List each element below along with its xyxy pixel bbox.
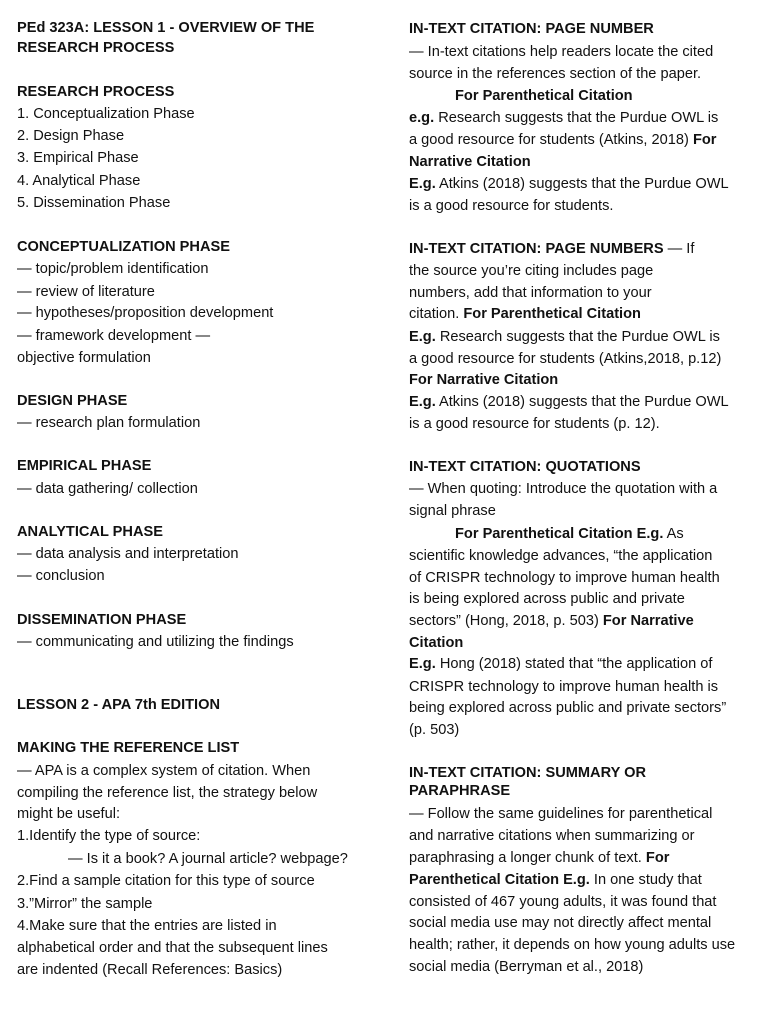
body-line: health; rather, it depends on how young adults use	[409, 937, 736, 953]
example-text: As	[663, 526, 684, 542]
example-text: In one study that	[589, 872, 702, 888]
example-line	[409, 656, 712, 672]
body-line	[455, 526, 684, 542]
page-numbers-heading: IN-TEXT CITATION: PAGE NUMBERS	[409, 241, 664, 257]
body-line: social media (Berryman et al., 2018)	[409, 959, 644, 975]
conceptualization-item: — review of literature	[17, 284, 155, 300]
example-line: being explored across public and private sectors”	[409, 700, 727, 716]
summary-heading-line2: PARAPHRASE	[409, 783, 511, 799]
body-line: social media use may not directly affect mental	[409, 915, 712, 931]
body-line: is being explored across public and private	[409, 591, 685, 607]
narrative-label-start: For Narrative	[602, 613, 694, 629]
example-line	[409, 110, 718, 126]
conceptualization-item: — framework development —	[17, 328, 211, 344]
example-text: sectors” (Hong, 2018, p. 503)	[409, 613, 603, 629]
example-text: a good resource for students (Atkins, 2018)	[409, 132, 693, 148]
reference-list-line: are indented (Recall References: Basics)	[17, 962, 283, 978]
page-number-heading: IN-TEXT CITATION: PAGE NUMBER	[409, 21, 654, 37]
eg-label: e.g.	[409, 110, 435, 126]
eg-label: E.g.	[409, 394, 436, 410]
body-line: numbers, add that information to your	[409, 285, 652, 301]
example-text: Research suggests that the Purdue OWL is	[435, 329, 720, 345]
reference-list-line: compiling the reference list, the strategy below	[17, 785, 318, 801]
lesson1-title-line1: PEd 323A: LESSON 1 - OVERVIEW OF THE	[17, 20, 315, 36]
phase-list-item: 3. Empirical Phase	[17, 150, 139, 166]
example-text: Research suggests that the Purdue OWL is	[434, 110, 719, 126]
example-line	[409, 394, 729, 410]
lesson2-heading: LESSON 2 - APA 7th EDITION	[17, 697, 220, 713]
eg-label: E.g.	[409, 176, 436, 192]
quotations-heading: IN-TEXT CITATION: QUOTATIONS	[409, 459, 641, 475]
body-line	[409, 306, 641, 322]
reference-list-line: 2.Find a sample citation for this type of source	[17, 873, 315, 889]
empirical-heading: EMPIRICAL PHASE	[17, 458, 152, 474]
parenthetical-label-start: For	[645, 850, 670, 866]
reference-list-line: alphabetical order and that the subsequent lines	[17, 940, 328, 956]
example-text: Atkins (2018) suggests that the Purdue OWL	[435, 394, 729, 410]
example-line	[409, 176, 729, 192]
analytical-item: — data analysis and interpretation	[17, 546, 239, 562]
body-line: and narrative citations when summarizing or	[409, 828, 695, 844]
body-line: signal phrase	[409, 503, 496, 519]
eg-label: E.g.	[409, 656, 436, 672]
dissemination-item: — communicating and utilizing the findings	[17, 634, 294, 650]
citation-text: citation.	[409, 306, 464, 322]
example-line	[409, 132, 716, 148]
analytical-heading: ANALYTICAL PHASE	[17, 524, 163, 540]
example-line: a good resource for students (Atkins,2018, p.12)	[409, 351, 722, 367]
parenthetical-label: For Parenthetical Citation	[455, 88, 633, 104]
heading-tail: — If	[663, 241, 695, 257]
design-heading: DESIGN PHASE	[17, 393, 128, 409]
phase-list-item: 1. Conceptualization Phase	[17, 106, 195, 122]
conceptualization-item: objective formulation	[17, 350, 151, 366]
body-line	[409, 872, 702, 888]
body-line	[409, 850, 669, 866]
body-line: consisted of 467 young adults, it was found that	[409, 894, 717, 910]
body-line: source in the references section of the paper.	[409, 66, 702, 82]
body-line: the source you’re citing includes page	[409, 263, 654, 279]
parenthetical-label: For Parenthetical Citation	[463, 306, 641, 322]
reference-list-line: — APA is a complex system of citation. When	[17, 763, 311, 779]
summary-heading-line1: IN-TEXT CITATION: SUMMARY OR	[409, 765, 646, 781]
example-line: is a good resource for students.	[409, 198, 614, 214]
example-line: (p. 503)	[409, 722, 460, 738]
body-line	[409, 613, 694, 629]
empirical-item: — data gathering/ collection	[17, 481, 198, 497]
dissemination-heading: DISSEMINATION PHASE	[17, 612, 187, 628]
conceptualization-item: — hypotheses/proposition development	[17, 305, 274, 321]
phase-list-item: 4. Analytical Phase	[17, 173, 141, 189]
page-numbers-heading-line	[409, 241, 694, 257]
narrative-label-start: For	[692, 132, 717, 148]
body-line: scientific knowledge advances, “the application	[409, 548, 713, 564]
reference-list-line: — Is it a book? A journal article? webpage?	[68, 851, 348, 867]
reference-list-line: 4.Make sure that the entries are listed in	[17, 918, 277, 934]
example-line	[409, 329, 720, 345]
narrative-label: For Narrative Citation	[409, 372, 559, 388]
reference-list-heading: MAKING THE REFERENCE LIST	[17, 740, 240, 756]
example-line: is a good resource for students (p. 12).	[409, 416, 660, 432]
lesson1-title-line2: RESEARCH PROCESS	[17, 40, 175, 56]
body-line: — In-text citations help readers locate the cited	[409, 44, 714, 60]
reference-list-line: might be useful:	[17, 806, 121, 822]
research-process-heading: RESEARCH PROCESS	[17, 84, 175, 100]
conceptualization-heading: CONCEPTUALIZATION PHASE	[17, 239, 230, 255]
body-line: — Follow the same guidelines for parenthetical	[409, 806, 713, 822]
eg-label: E.g.	[409, 329, 436, 345]
design-item: — research plan formulation	[17, 415, 201, 431]
body-line: of CRISPR technology to improve human health	[409, 570, 720, 586]
example-text: Hong (2018) stated that “the application of	[435, 656, 713, 672]
example-text: Atkins (2018) suggests that the Purdue OWL	[435, 176, 729, 192]
parenthetical-label: For Parenthetical Citation E.g.	[455, 526, 664, 542]
narrative-label: Narrative Citation	[409, 154, 531, 170]
example-text: paraphrasing a longer chunk of text.	[409, 850, 646, 866]
analytical-item: — conclusion	[17, 568, 105, 584]
narrative-label: Citation	[409, 635, 464, 651]
reference-list-line: 3.”Mirror” the sample	[17, 896, 153, 912]
example-line: CRISPR technology to improve human health is	[409, 679, 719, 695]
conceptualization-item: — topic/problem identification	[17, 261, 209, 277]
phase-list-item: 2. Design Phase	[17, 128, 125, 144]
parenthetical-label: Parenthetical Citation E.g.	[409, 872, 590, 888]
body-line: — When quoting: Introduce the quotation with a	[409, 481, 718, 497]
phase-list-item: 5. Dissemination Phase	[17, 195, 171, 211]
reference-list-line: 1.Identify the type of source:	[17, 828, 201, 844]
